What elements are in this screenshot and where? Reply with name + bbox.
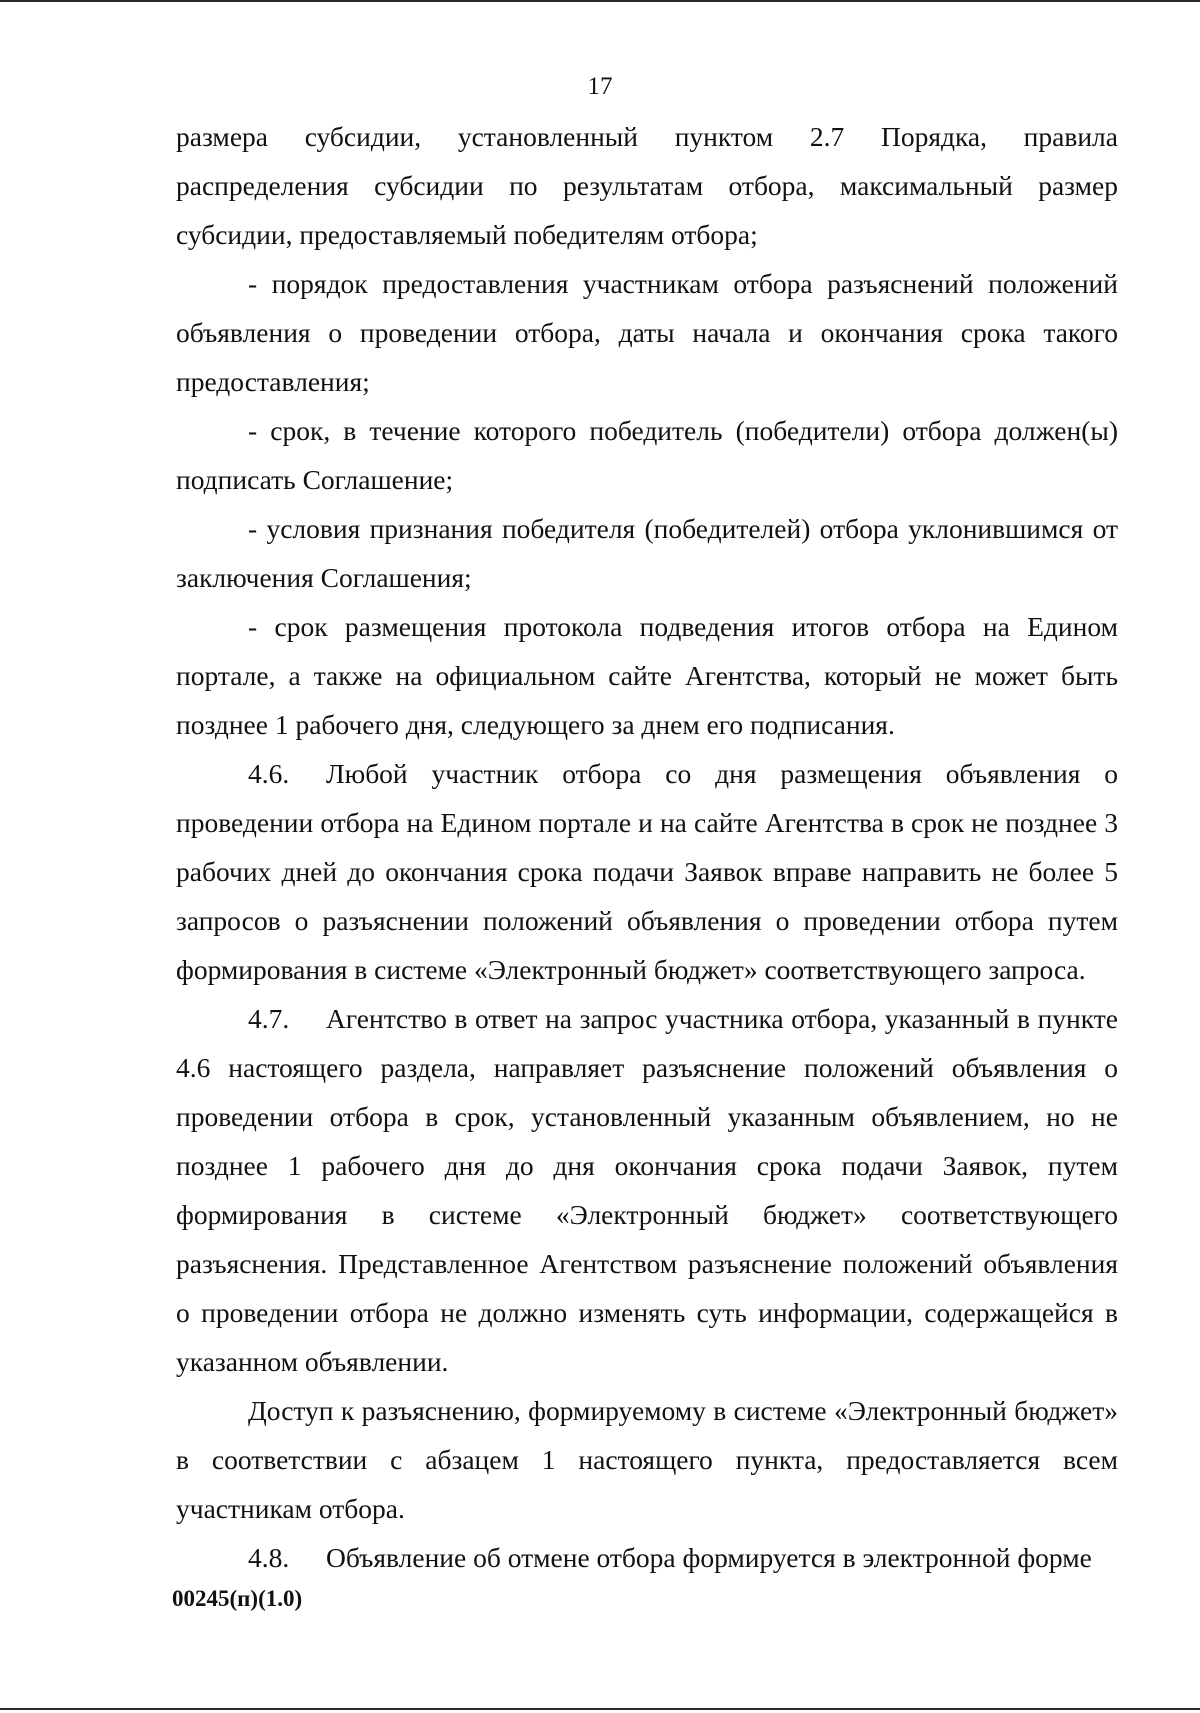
paragraph-evasion-conditions: [176, 504, 1118, 602]
paragraph-protocol-deadline: [176, 602, 1118, 749]
paragraph-text: - срок размещения протокола подведения итогов отбора на Едином портале, а также на официальном сайте Агентства, который не может быть позднее 1 рабочего дня, следующего за днем его подписания.: [176, 611, 1118, 740]
paragraph-clarification-access: [176, 1386, 1118, 1533]
paragraph-text: Любой участник отбора со дня размещения объявления о проведении отбора на Едином портале и на сайте Агентства в срок не позднее 3 рабочих дней до окончания срока подачи Заявок вправе направить не более 5 запросов о разъяснении положений объявления о проведении отбора путем формирования в системе «Электронный бюджет» соответствующего запроса.: [176, 758, 1118, 985]
document-code: 00245(п)(1.0): [172, 1586, 303, 1611]
paragraph-subsidy-size: [176, 112, 1118, 259]
paragraph-4-7: [176, 994, 1118, 1386]
paragraph-clarification-order: [176, 259, 1118, 406]
paragraph-text: - условия признания победителя (победителей) отбора уклонившимся от заключения Соглашения;: [176, 513, 1118, 593]
paragraph-text: размера субсидии, установленный пунктом 2.7 Порядка, правила распределения субсидии по результатам отбора, максимальный размер субсидии, предоставляемый победителям отбора;: [176, 121, 1118, 250]
paragraph-number: 4.6.: [248, 758, 290, 789]
page-number: 17: [587, 73, 613, 100]
paragraph-text: Объявление об отмене отбора формируется в электронной форме: [326, 1542, 1092, 1573]
paragraph-signing-deadline: [176, 406, 1118, 504]
paragraph-text: Агентство в ответ на запрос участника отбора, указанный в пункте 4.6 настоящего раздела, направляет разъяснение положений объявления о проведении отбора в срок, установленный указанным объявлением, но не позднее 1 рабочего дня до дня окончания срока подачи Заявок, путем формирования в системе «Электронный бюджет» соответствующего разъяснения. Представленное Агентством разъяснение положений объявления о проведении отбора не должно изменять суть информации, содержащейся в указанном объявлении.: [176, 1003, 1118, 1377]
paragraph-4-6: [176, 749, 1118, 994]
paragraph-text: - срок, в течение которого победитель (победители) отбора должен(ы) подписать Соглашение;: [176, 415, 1118, 495]
paragraph-text: Доступ к разъяснению, формируемому в системе «Электронный бюджет» в соответствии с абзацем 1 настоящего пункта, предоставляется всем участникам отбора.: [176, 1395, 1118, 1524]
paragraph-number: 4.7.: [248, 1003, 290, 1034]
paragraph-4-8: [176, 1533, 1118, 1582]
paragraph-number: 4.8.: [248, 1542, 290, 1573]
scan-edge-bottom: [0, 1708, 1200, 1710]
scan-edge-top: [0, 0, 1200, 2]
document-body: [176, 112, 1118, 1582]
paragraph-text: - порядок предоставления участникам отбора разъяснений положений объявления о проведении отбора, даты начала и окончания срока такого предоставления;: [176, 268, 1118, 397]
